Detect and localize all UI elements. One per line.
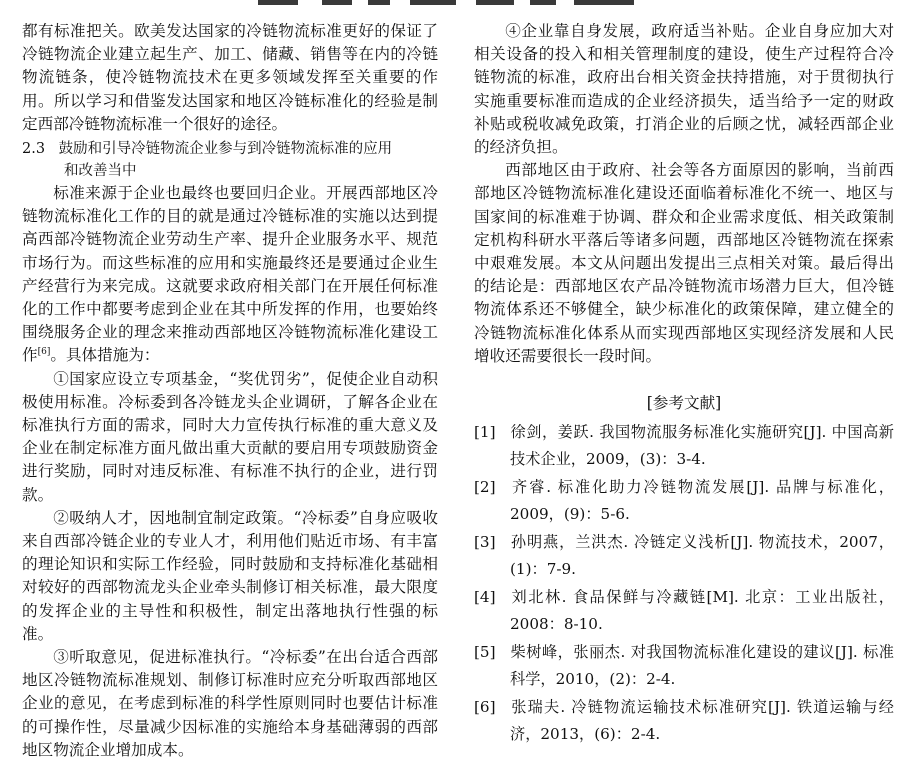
left-column	[22, 20, 438, 762]
references-title: [参考文献]	[646, 394, 722, 413]
reference-index: [1]	[474, 423, 496, 442]
reference-item	[474, 639, 894, 692]
reference-text: 徐剑，姜跃. 我国物流服务标准化实施研究[J]. 中国高新技术企业，2009，(3)：3-4.	[510, 423, 894, 468]
measure-2: ②吸纳人才，因地制宜制定政策。“冷标委”自身应吸收来自西部冷链企业的专业人才，利用他们贴近市场、有丰富的理论知识和实际工作经验，同时鼓励和支持标准化基础相对较好的西部物流龙头企业牵头制修订相关标准，最大限度的发挥企业的主导性和积极性，制定出落地执行性强的标准。	[22, 508, 438, 643]
section-title-line1: 鼓励和引导冷链物流企业参与到冷链物流标准的应用	[58, 141, 393, 158]
reference-index: [3]	[474, 533, 496, 552]
paragraph-continued: 都有标准把关。欧美发达国家的冷链物流标准更好的保证了冷链物流企业建立起生产、加工、储藏、销售等在内的冷链物流链条，使冷链物流技术在更多领域发挥至关重要的作用。所以学习和借鉴发达国家和地区冷链标准化的经验是制定西部冷链物流标准一个很好的途径。	[22, 22, 438, 133]
measure-3: ③听取意见，促进标准执行。“冷标委”在出台适合西部地区冷链物流标准规划、制修订标准时应充分听取西部地区企业的意见，在考虑到标准的科学性原则同时也要估计标准的可操作性，尽量减少因标准的实施给本身基础薄弱的西部地区物流企业增加成本。	[22, 648, 438, 759]
right-column	[474, 20, 894, 749]
references-list	[474, 419, 894, 747]
reference-text: 刘北林. 食品保鲜与冷藏链[M]. 北京：工业出版社，2008：8-10.	[510, 588, 894, 633]
reference-text: 张瑞夫. 冷链物流运输技术标准研究[J]. 铁道运输与经济，2013，(6)：2-4.	[510, 698, 894, 743]
citation-ref: [6]	[37, 347, 51, 358]
reference-index: [5]	[474, 643, 496, 662]
reference-item	[474, 584, 894, 637]
reference-index: [2]	[474, 478, 496, 497]
paragraph-conclusion: 西部地区由于政府、社会等各方面原因的影响，当前西部地区冷链物流标准化建设还面临着标准化不统一、地区与国家间的标准难于协调、群众和企业需求度低、相关政策制定机构科研水平落后等诸多问题，西部地区冷链物流在探索中艰难发展。本文从问题出发提出三点相关对策。最后得出的结论是：西部地区农产品冷链物流市场潜力巨大，但冷链物流体系还不够健全，缺少标准化的政策保障，建立健全的冷链物流标准化体系从而实现西部地区实现经济发展和人民增收还需要很长一段时间。	[474, 161, 894, 365]
section-heading	[22, 138, 438, 182]
section-number: 2.3	[22, 141, 46, 158]
cropped-header-bar	[0, 0, 915, 5]
reference-item	[474, 694, 894, 747]
paragraph-intro: 标准来源于企业也最终也要回归企业。开展西部地区冷链物流标准化工作的目的就是通过冷链标准的实施以达到提高西部冷链物流企业劳动生产率、提升企业服务水平、规范市场行为。而这些标准的应用和实施最终还是要通过企业生产经营行为来完成。这就要求政府相关部门在开展任何标准化的工作中都要考虑到企业在其中所发挥的作用，也要始终围绕服务企业的理念来推动西部地区冷链物流标准化建设工作[6]。具体措施为：	[22, 184, 438, 365]
section-title-line2: 和改善当中	[64, 163, 137, 180]
reference-text: 齐睿. 标准化助力冷链物流发展[J]. 品牌与标准化，2009，(9)：5-6.	[510, 478, 894, 523]
reference-text: 柴树峰，张丽杰. 对我国物流标准化建设的建议[J]. 标准科学，2010，(2)：2-4.	[510, 643, 894, 688]
reference-text: 孙明燕，兰洪杰. 冷链定义浅析[J]. 物流技术，2007，(1)：7-9.	[510, 533, 894, 578]
reference-item	[474, 529, 894, 582]
reference-item	[474, 419, 894, 472]
reference-item	[474, 474, 894, 527]
measure-1: ①国家应设立专项基金，“奖优罚劣”，促使企业自动积极使用标准。冷标委到各冷链龙头企业调研，了解各企业在标准执行方面的需求，同时大力宣传执行标准的重大意义及企业在制定标准方面凡做出重大贡献的要启用专项鼓励资金进行奖励，同时对违反标准、有标准不执行的企业，进行罚款。	[22, 369, 438, 504]
reference-index: [4]	[474, 588, 496, 607]
measure-4: ④企业靠自身发展，政府适当补贴。企业自身应加大对相关设备的投入和相关管理制度的建设，使生产过程符合冷链物流的标准，政府出台相关资金扶持措施，对于贯彻执行实施重要标准而造成的企业经济损失，适当给予一定的财政补贴或税收减免政策，打消企业的后顾之忧，减轻西部企业的经济负担。	[474, 22, 894, 157]
reference-index: [6]	[474, 698, 496, 717]
